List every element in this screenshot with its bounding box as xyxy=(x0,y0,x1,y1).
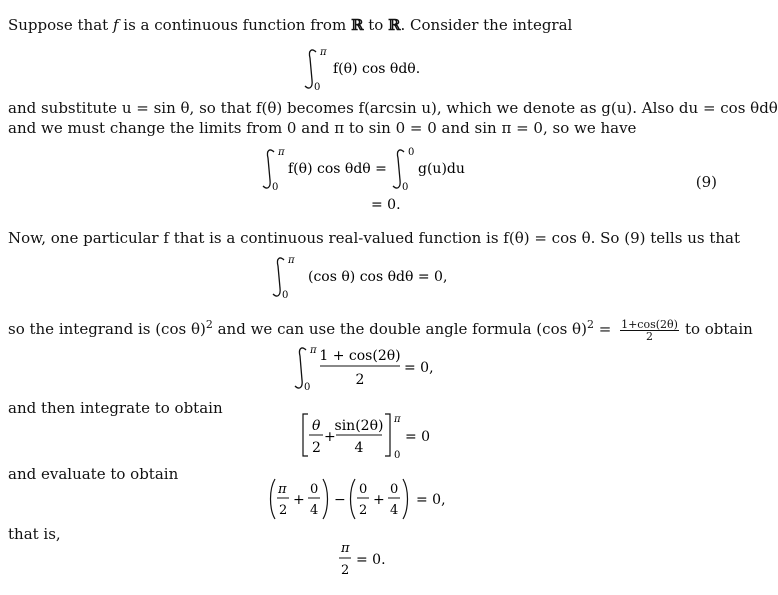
plus-sign: + xyxy=(293,492,305,508)
lower-limit: 0 xyxy=(272,182,279,193)
equals-zero: = 0. xyxy=(371,197,401,213)
integrand: (cos θ) cos θdθ = 0, xyxy=(308,269,448,285)
lower-limit: 0 xyxy=(282,290,289,301)
fraction-numerator: 0 xyxy=(310,482,319,497)
double-angle-sentence xyxy=(8,315,753,342)
equals-zero: = 0, xyxy=(404,360,434,376)
integral-equation-1 xyxy=(300,44,440,94)
integral-equation-9 xyxy=(258,146,488,216)
equals-zero: = 0, xyxy=(416,492,446,508)
intro-sentence xyxy=(8,15,572,35)
plus-sign: + xyxy=(373,492,385,508)
integrate-sentence: and then integrate to obtain xyxy=(8,399,223,417)
equals-zero: = 0. xyxy=(356,552,386,568)
right-paren xyxy=(323,479,328,519)
text: to obtain xyxy=(684,320,753,338)
equals-zero: = 0 xyxy=(405,429,431,445)
fraction-denominator: 2 xyxy=(355,372,365,388)
now-sentence: Now, one particular f that is a continuous real-valued function is f(θ) = cos θ. So (9) tells us that xyxy=(8,229,740,247)
lower-limit: 0 xyxy=(304,382,311,393)
fraction-denominator: 4 xyxy=(390,503,399,518)
text: . Consider the integral xyxy=(400,16,573,34)
lower-limit: 0 xyxy=(394,450,401,461)
reals-symbol: ℝ xyxy=(350,16,364,34)
minus-sign: − xyxy=(334,492,346,508)
inline-fraction xyxy=(620,319,679,342)
text: and we can use the double angle formula (cos θ) xyxy=(212,320,587,338)
fraction-denominator: 4 xyxy=(310,503,319,518)
math-f: f xyxy=(112,16,119,34)
lhs-integrand: f(θ) cos θdθ = xyxy=(288,161,387,177)
left-bracket xyxy=(303,414,308,456)
substitution-line-1: and substitute u = sin θ, so that f(θ) becomes f(arcsin u), which we denote as g(u). Also du = cos θdθ xyxy=(8,99,778,117)
text: to xyxy=(363,16,389,34)
left-paren xyxy=(351,479,356,519)
right-paren xyxy=(403,479,408,519)
fraction-numerator: π xyxy=(278,482,287,497)
fraction-denominator: 4 xyxy=(354,440,364,456)
integrand: f(θ) cos θdθ. xyxy=(333,61,421,77)
fraction-denominator: 2 xyxy=(341,563,350,578)
text: is a continuous function from xyxy=(118,16,351,34)
integral-equation-cos xyxy=(268,252,458,302)
fraction-numerator: 0 xyxy=(359,482,368,497)
lower-limit: 0 xyxy=(402,182,409,193)
upper-limit: π xyxy=(394,414,401,425)
text: = xyxy=(593,320,612,338)
fraction-numerator: 1+cos(2θ) xyxy=(621,317,678,331)
exponent: 2 xyxy=(586,318,594,331)
fraction-numerator: 0 xyxy=(390,482,399,497)
fraction-numerator: π xyxy=(341,541,350,556)
plus-sign: + xyxy=(324,429,336,445)
exponent: 2 xyxy=(205,318,213,331)
evaluate-sentence: and evaluate to obtain xyxy=(8,465,179,483)
upper-limit: π xyxy=(278,147,285,158)
upper-limit: 0 xyxy=(408,147,415,158)
fraction-denominator: 2 xyxy=(279,503,288,518)
reals-symbol: ℝ xyxy=(388,16,401,34)
that-is-sentence: that is, xyxy=(8,525,61,543)
fraction-denominator: 2 xyxy=(646,329,653,343)
fraction-numerator: θ xyxy=(312,418,321,434)
fraction-numerator: 1 + cos(2θ) xyxy=(319,348,401,364)
lower-limit: 0 xyxy=(314,82,321,93)
integral-equation-double-angle xyxy=(290,342,450,394)
upper-limit: π xyxy=(320,47,327,58)
upper-limit: π xyxy=(310,345,317,356)
fraction-denominator: 2 xyxy=(312,440,321,456)
left-paren xyxy=(271,479,276,519)
antiderivative-evaluation xyxy=(300,410,450,462)
evaluated-expression xyxy=(268,474,468,524)
right-bracket xyxy=(385,414,390,456)
upper-limit: π xyxy=(288,255,295,266)
rhs-integrand: g(u)du xyxy=(418,161,465,177)
substitution-line-2: and we must change the limits from 0 and π to sin 0 = 0 and sin π = 0, so we have xyxy=(8,119,637,137)
text: so the integrand is (cos θ) xyxy=(8,320,206,338)
text: Suppose that xyxy=(8,16,113,34)
equation-number: (9) xyxy=(695,173,717,191)
fraction-numerator: sin(2θ) xyxy=(334,418,384,434)
fraction-denominator: 2 xyxy=(359,503,368,518)
final-result xyxy=(336,536,406,582)
